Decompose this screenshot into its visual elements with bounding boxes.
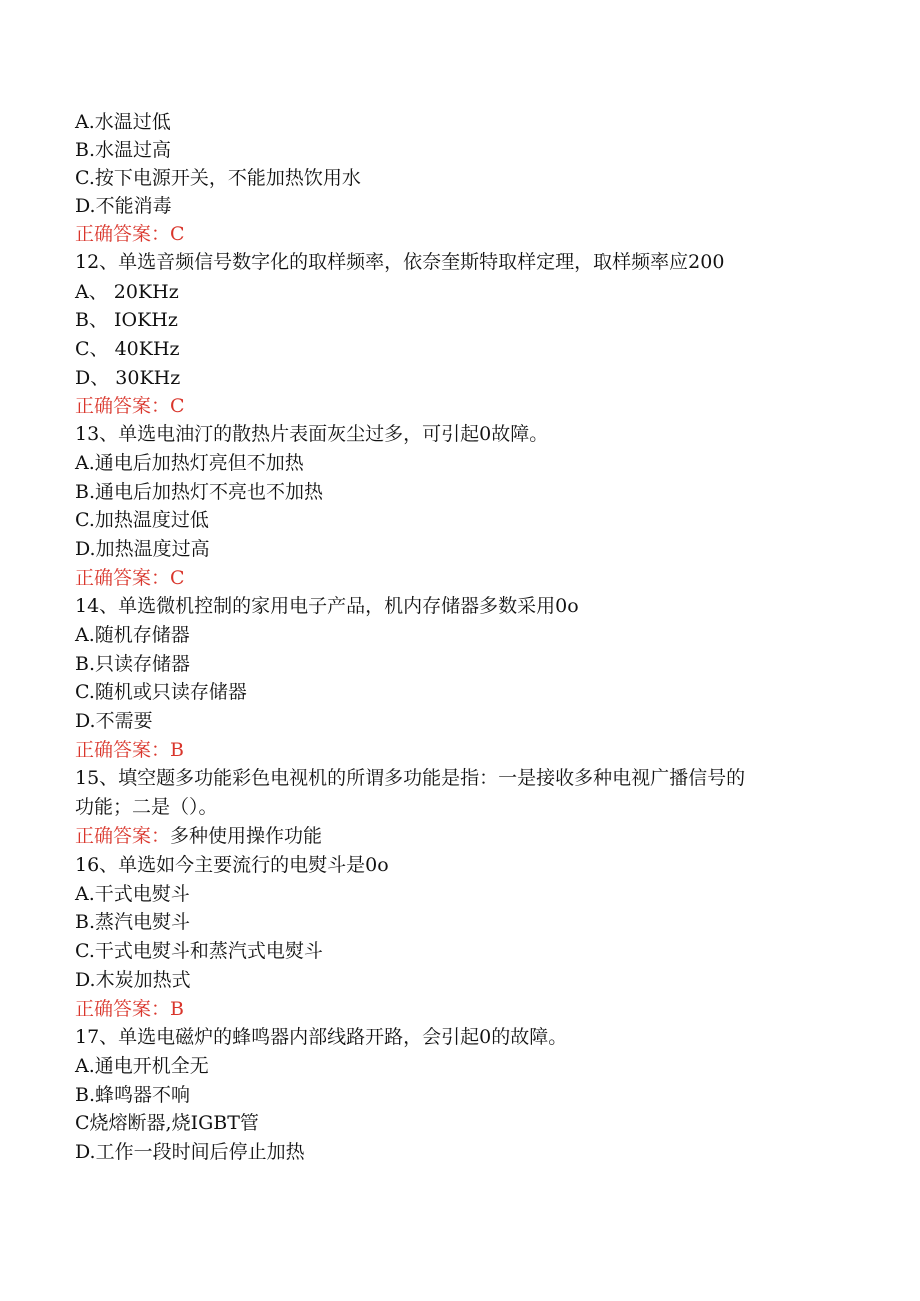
q16-stem: 16、单选如今主要流行的电熨斗是0o — [75, 854, 389, 876]
q12-option-d: D、 30KHz — [75, 367, 181, 389]
q11-option-c: C.按下电源开关，不能加热饮用水 — [75, 167, 361, 189]
q14-option-c: C.随机或只读存储器 — [75, 681, 247, 703]
q11-option-b: B.水温过高 — [75, 139, 172, 161]
q17-option-b: B.蜂鸣器不响 — [75, 1084, 191, 1106]
q12-answer — [75, 394, 185, 418]
answer-label: 正确答案： — [75, 998, 171, 1020]
q14-option-a: A.随机存储器 — [75, 624, 190, 646]
q14-option-d: D.不需要 — [75, 710, 153, 732]
q15-stem-line-2: 功能；二是（）。 — [75, 796, 218, 818]
q16-option-a: A.干式电熨斗 — [75, 883, 190, 905]
q13-option-b: B.通电后加热灯不亮也不加热 — [75, 481, 324, 503]
answer-label: 正确答案： — [75, 739, 171, 761]
q14-answer — [75, 738, 184, 762]
answer-label: 正确答案： — [75, 395, 171, 417]
q17-option-a: A.通电开机全无 — [75, 1055, 209, 1077]
q14-option-b: B.只读存储器 — [75, 653, 191, 675]
q11-option-a: A.水温过低 — [75, 111, 171, 133]
q15-answer — [75, 824, 322, 848]
q12-option-c: C、 40KHz — [75, 338, 180, 360]
answer-label: 正确答案： — [75, 567, 171, 589]
answer-label: 正确答案： — [75, 223, 171, 245]
q17-option-c: C烧熔断器,烧IGBT管 — [75, 1112, 259, 1134]
q11-answer — [75, 222, 185, 246]
q16-answer — [75, 997, 184, 1021]
answer-value: C — [170, 567, 185, 589]
q14-stem: 14、单选微机控制的家用电子产品，机内存储器多数采用0o — [75, 595, 579, 617]
q12-option-a: A、 20KHz — [75, 281, 179, 303]
q15-stem-line-1: 15、填空题多功能彩色电视机的所谓多功能是指：一是接收多种电视广播信号的 — [75, 767, 746, 789]
q13-option-c: C.加热温度过低 — [75, 509, 209, 531]
answer-label: 正确答案： — [75, 825, 171, 847]
q17-stem: 17、单选电磁炉的蜂鸣器内部线路开路，会引起0的故障。 — [75, 1026, 568, 1048]
q17-option-d: D.工作一段时间后停止加热 — [75, 1141, 305, 1163]
q13-option-d: D.加热温度过高 — [75, 538, 210, 560]
q16-option-d: D.木炭加热式 — [75, 969, 191, 991]
q16-option-c: C.干式电熨斗和蒸汽式电熨斗 — [75, 940, 323, 962]
answer-value: C — [170, 223, 185, 245]
q13-option-a: A.通电后加热灯亮但不加热 — [75, 452, 304, 474]
answer-value: C — [170, 395, 185, 417]
answer-value: B — [170, 998, 184, 1020]
q13-answer — [75, 566, 185, 590]
answer-value: 多种使用操作功能 — [170, 825, 323, 847]
q12-stem: 12、单选音频信号数字化的取样频率，依奈奎斯特取样定理，取样频率应200 — [75, 251, 725, 273]
answer-value: B — [170, 739, 184, 761]
q11-option-d: D.不能消毒 — [75, 195, 172, 217]
q16-option-b: B.蒸汽电熨斗 — [75, 911, 191, 933]
q13-stem: 13、单选电油汀的散热片表面灰尘过多，可引起0故障。 — [75, 423, 549, 445]
q12-option-b: B、 IOKHz — [75, 309, 178, 331]
